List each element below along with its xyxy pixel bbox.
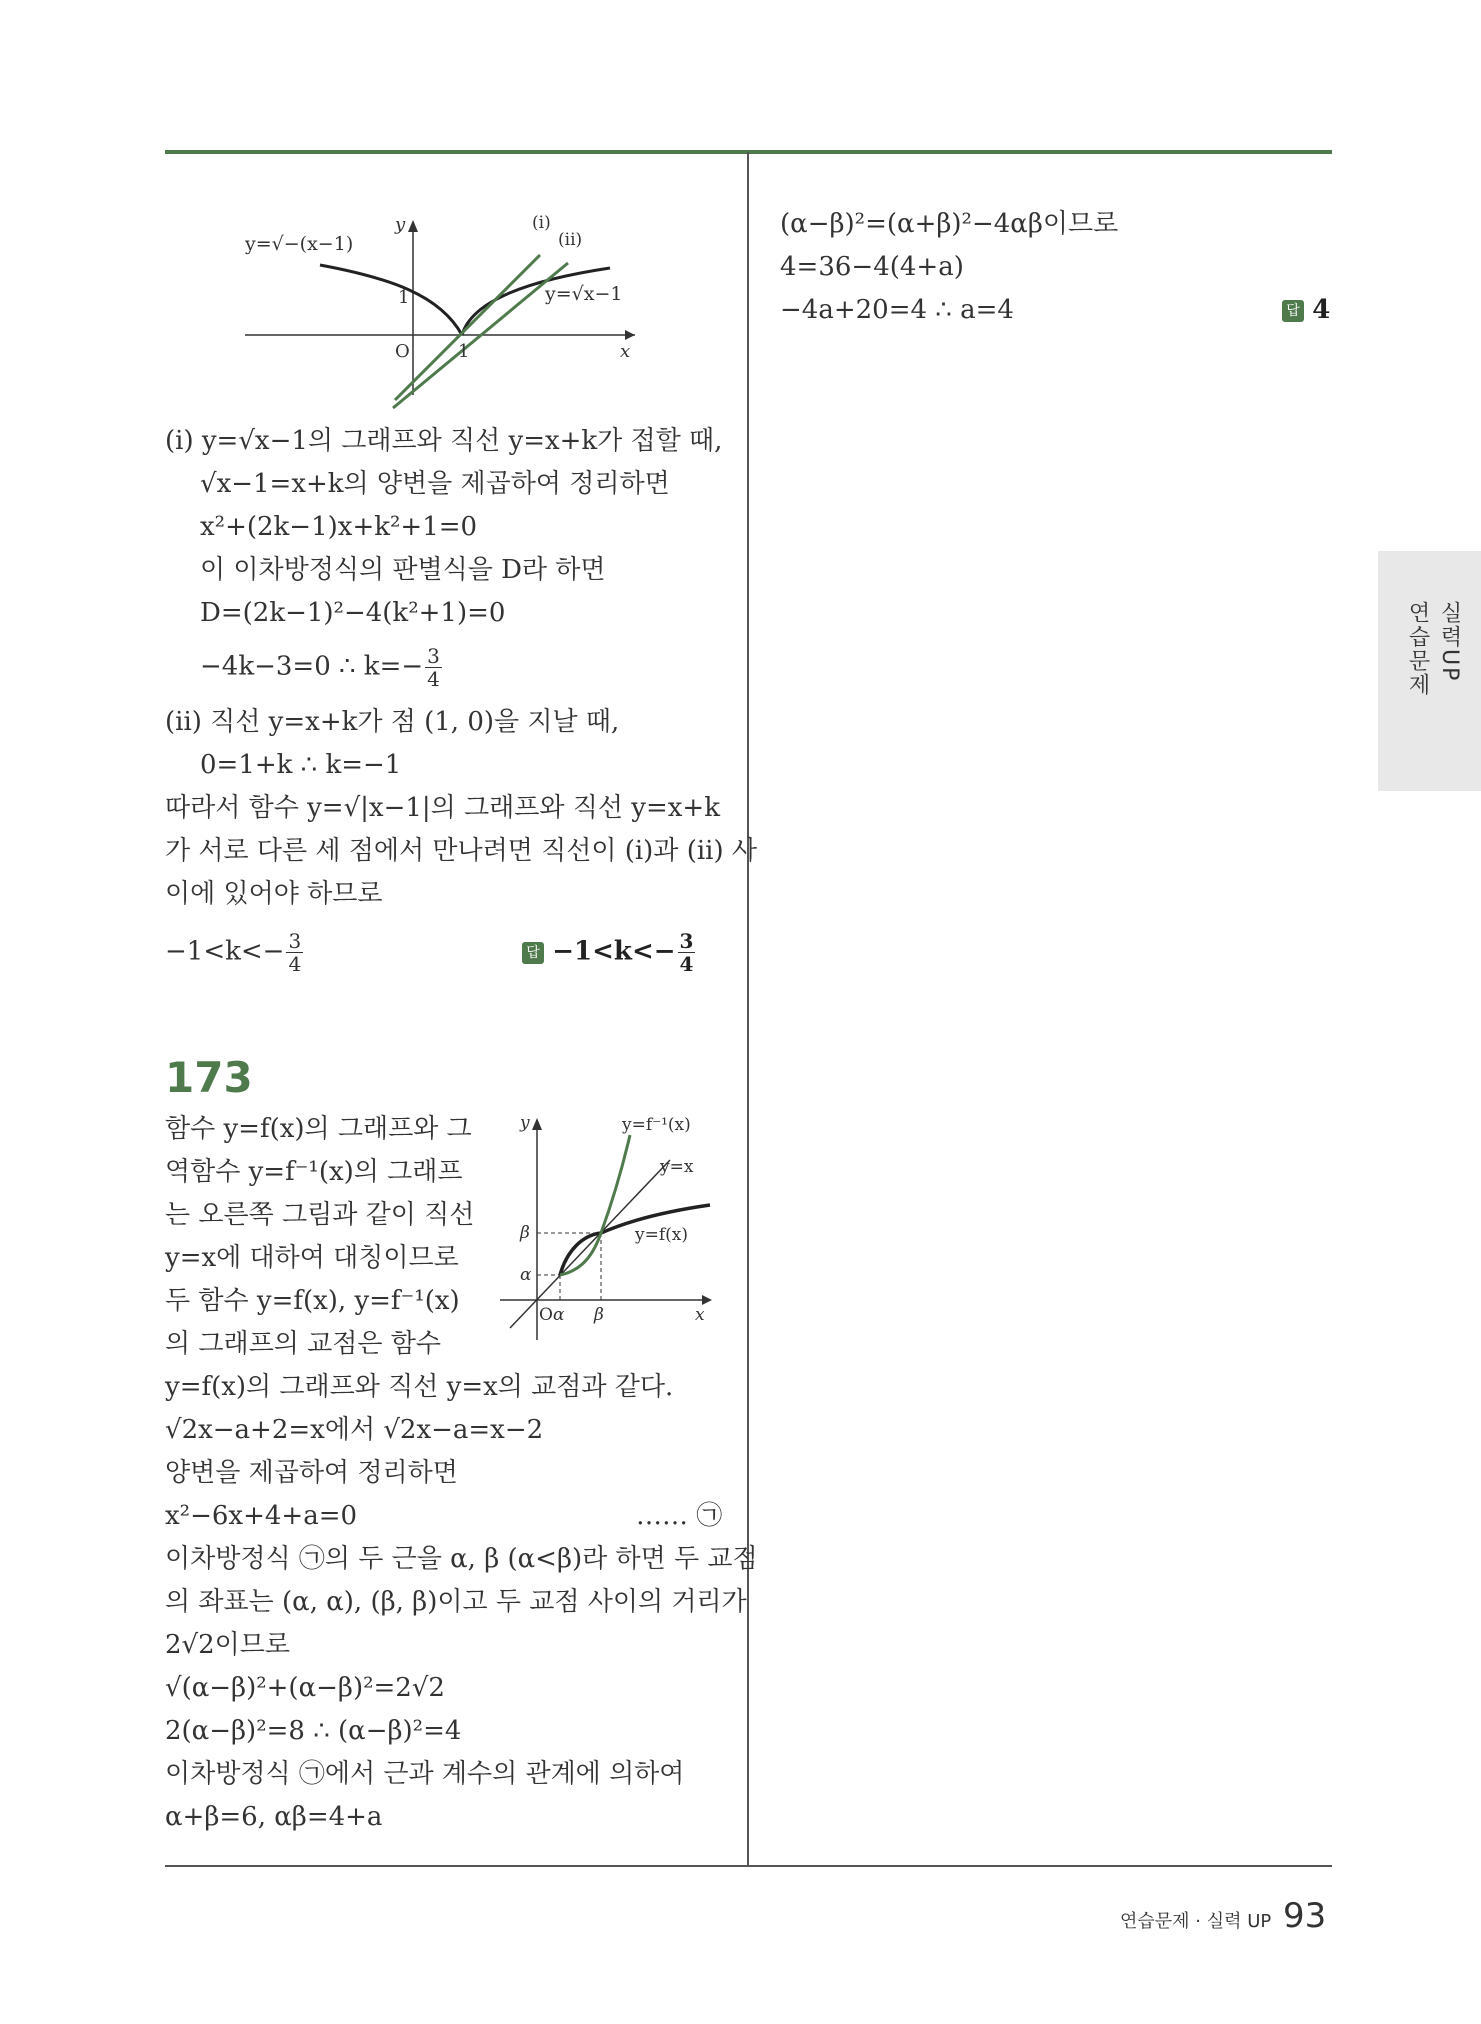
answer [522, 930, 697, 975]
text-line: 이에 있어야 하므로 [165, 879, 383, 909]
text-line: −4k−3=0 ∴ k=− [200, 651, 424, 682]
graph2-label-alpha-x: α [553, 1305, 565, 1325]
graph2-label-finv: y=f⁻¹(x) [622, 1115, 691, 1135]
graph1-label-x: x [620, 341, 631, 362]
graph1-label-i: (i) [532, 213, 551, 233]
text-line: 이차방정식 ㉠에서 근과 계수의 관계에 의하여 [165, 1759, 685, 1789]
text-line: x²+(2k−1)x+k²+1=0 [200, 512, 478, 542]
text-line: √2x−a+2=x에서 √2x−a=x−2 [165, 1415, 544, 1445]
text-line: y=x에 대하여 대칭이므로 [165, 1243, 459, 1273]
text-line: (α−β)²=(α+β)²−4αβ이므로 [780, 209, 1119, 239]
text-line: 가 서로 다른 세 점에서 만나려면 직선이 (i)과 (ii) 사 [165, 836, 757, 866]
equation-line [200, 645, 444, 690]
side-tab-label: 실력UP [1437, 601, 1462, 683]
graph2-label-yx: y=x [660, 1157, 694, 1177]
text-line: √(α−β)²+(α−β)²=2√2 [165, 1673, 445, 1703]
problem-number: 173 [165, 1053, 253, 1102]
text-line: √x−1=x+k의 양변을 제곱하여 정리하면 [200, 469, 670, 499]
text-line: 양변을 제곱하여 정리하면 [165, 1458, 458, 1488]
equation-marker: …… ㉠ [636, 1501, 723, 1531]
graph2-label-y: y [520, 1113, 530, 1133]
graph1-label-y: y [395, 214, 406, 235]
graph2-label-beta-y: β [520, 1223, 530, 1243]
answer-text: −1<k<− [552, 936, 676, 967]
bottom-rule [165, 1865, 1332, 1867]
text-line: x²−6x+4+a=0 [165, 1501, 358, 1531]
graph1-label-ii: (ii) [558, 230, 583, 250]
graph1-label-right: y=√x−1 [545, 283, 623, 305]
text-line: 의 그래프의 교점은 함수 [165, 1329, 441, 1359]
text-line: 는 오른쪽 그림과 같이 직선 [165, 1200, 475, 1230]
column-divider [747, 152, 749, 1866]
text-line: D=(2k−1)²−4(k²+1)=0 [200, 598, 506, 628]
side-tab [1378, 551, 1481, 791]
text-line: 2(α−β)²=8 ∴ (α−β)²=4 [165, 1716, 462, 1746]
answer-badge: 답 [1282, 300, 1304, 322]
graph2-label-origin: O [539, 1305, 553, 1325]
answer-badge: 답 [522, 942, 544, 964]
text-line: −1<k<− [165, 936, 285, 967]
fraction: $\frac{3}{4}$ [288, 929, 302, 976]
graph1-label-left: y=√−(x−1) [245, 233, 354, 255]
text-line: 두 함수 y=f(x), y=f⁻¹(x) [165, 1286, 460, 1316]
graph1-label-one-x: 1 [458, 341, 470, 362]
graph2-label-f: y=f(x) [635, 1225, 688, 1245]
graph-inverse-functions [495, 1110, 720, 1345]
graph1-label-origin: O [395, 341, 410, 362]
text-line: y=f(x)의 그래프와 직선 y=x의 교점과 같다. [165, 1372, 674, 1402]
text-line: 함수 y=f(x)의 그래프와 그 [165, 1114, 472, 1144]
graph2-label-x: x [695, 1305, 705, 1325]
graph-sqrt-functions [240, 210, 650, 410]
fraction: $\frac{3}{4}$ [427, 644, 440, 691]
graph2-label-beta-x: β [594, 1305, 604, 1325]
text-line: −4a+20=4 ∴ a=4 [780, 295, 1014, 325]
page-number: 93 [1283, 1896, 1327, 1936]
text-line: 이차방정식 ㉠의 두 근을 α, β (α<β)라 하면 두 교점 [165, 1544, 758, 1574]
answer-text: 4 [1312, 295, 1331, 325]
text-line: (ii) 직선 y=x+k가 점 (1, 0)을 지날 때, [165, 707, 620, 737]
text-line: 이 이차방정식의 판별식을 D라 하면 [200, 555, 606, 585]
equation-line [165, 930, 305, 975]
text-line: 4=36−4(4+a) [780, 252, 964, 282]
text-line: 2√2이므로 [165, 1630, 290, 1660]
fraction: $\frac{3}{4}$ [679, 929, 694, 976]
answer [1282, 293, 1330, 327]
side-tab-label: 연습문제 [1405, 601, 1430, 697]
text-line: α+β=6, αβ=4+a [165, 1802, 383, 1832]
text-line: (i) y=√x−1의 그래프와 직선 y=x+k가 접할 때, [165, 426, 723, 456]
text-line: 의 좌표는 (α, α), (β, β)이고 두 교점 사이의 거리가 [165, 1587, 747, 1617]
text-line: 역함수 y=f⁻¹(x)의 그래프 [165, 1157, 463, 1187]
text-line: 0=1+k ∴ k=−1 [200, 750, 402, 780]
graph2-label-alpha-y: α [520, 1265, 532, 1285]
graph1-label-one-y: 1 [398, 287, 410, 308]
text-line: 따라서 함수 y=√|x−1|의 그래프와 직선 y=x+k [165, 793, 720, 823]
footer-section-title: 연습문제 · 실력 UP [1120, 1911, 1272, 1932]
